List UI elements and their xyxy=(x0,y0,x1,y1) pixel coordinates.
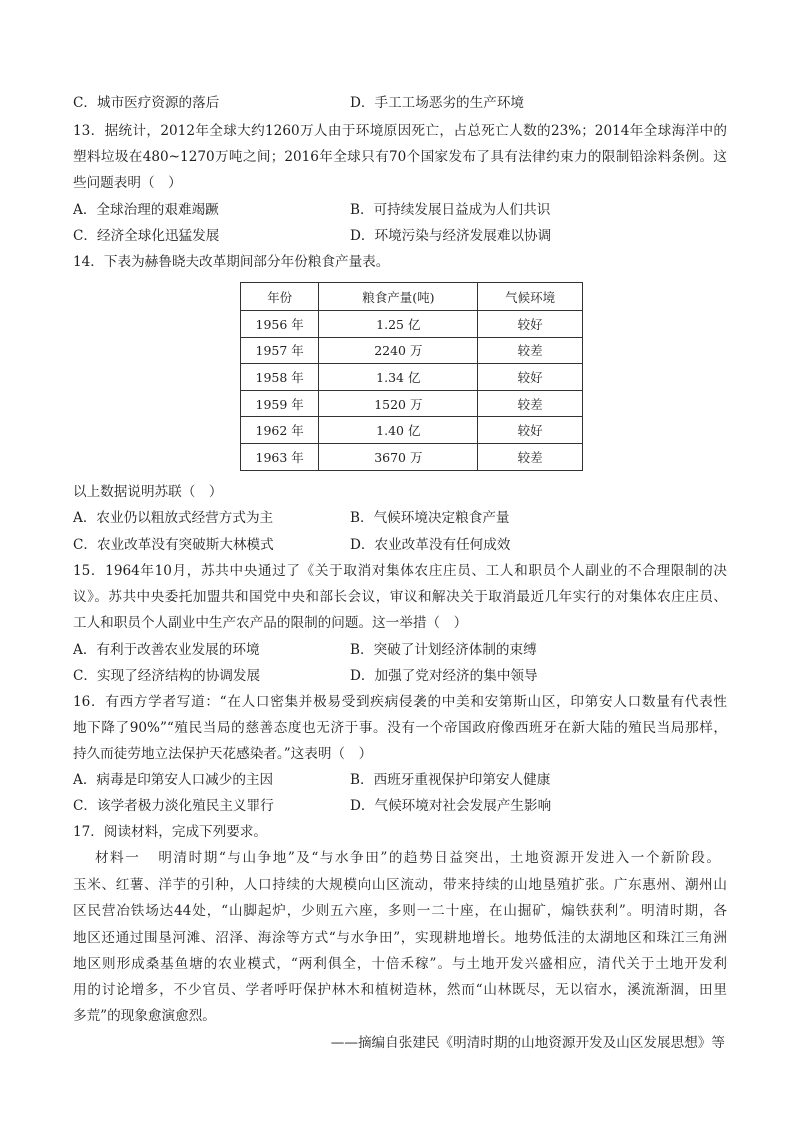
q13-stem-line-2: 塑料垃圾在480~1270万吨之间；2016年全球只有70个国家发布了具有法律约束力的限制铅涂料条例。这 xyxy=(73,149,727,165)
table-cell-output: 1520 万 xyxy=(319,390,478,417)
material-1-line-2: 玉米、红薯、洋芋的引种，人口持续的大规模向山区流动，带来持续的山地垦殖扩张。广东惠州、潮州山 xyxy=(73,877,727,893)
q15-option-d: D．加强了党对经济的集中领导 xyxy=(350,668,538,684)
table-cell-climate: 较好 xyxy=(478,364,583,391)
table-row xyxy=(241,337,583,364)
q13-option-c: C．经济全球化迅猛发展 xyxy=(73,228,220,244)
table-header-year: 年份 xyxy=(241,283,319,311)
table-cell-year: 1958 年 xyxy=(241,364,319,391)
table-cell-climate: 较好 xyxy=(478,417,583,444)
q16-option-d: D．气候环境对社会发展产生影响 xyxy=(350,798,552,814)
q16-option-c: C．该学者极力淡化殖民主义罪行 xyxy=(73,798,274,814)
q13-option-d: D．环境污染与经济发展难以协调 xyxy=(350,228,552,244)
q15-option-a: A．有利于改善农业发展的环境 xyxy=(73,642,260,658)
table-cell-year: 1957 年 xyxy=(241,337,319,364)
grain-output-table xyxy=(240,282,583,471)
table-cell-output: 1.34 亿 xyxy=(319,364,478,391)
material-1-line-1 xyxy=(95,848,720,868)
table-row xyxy=(241,443,583,470)
table-cell-climate: 较差 xyxy=(478,337,583,364)
q14-question: 以上数据说明苏联（ ） xyxy=(73,484,223,500)
q14-option-d: D．农业改革没有任何成效 xyxy=(350,537,511,553)
material-1-line-4: 地区还通过围垦河滩、沼泽、海涂等方式“与水争田”，实现耕地增长。地势低洼的太湖地区和珠江三角洲 xyxy=(73,930,727,946)
q14-option-c: C．农业改革没有突破斯大林模式 xyxy=(73,537,274,553)
table-cell-year: 1959 年 xyxy=(241,390,319,417)
table-cell-output: 1.40 亿 xyxy=(319,417,478,444)
material-1-line-7: 多荒”的现象愈演愈烈。 xyxy=(73,1008,216,1024)
table-cell-climate: 较差 xyxy=(478,390,583,417)
material-1-line-3: 区民营冶铁场达44处，“山脚起炉，少则五六座，多则一二十座，在山掘矿，煽铁获利”。明清时期，各 xyxy=(73,903,727,919)
q13-option-a: A．全球治理的艰难竭蹶 xyxy=(73,202,219,218)
q15-stem-line-2: 议》。苏共中央委托加盟共和国党中央和部长会议，审议和解决关于取消最近几年实行的对集体农庄庄员、 xyxy=(73,589,727,605)
q12-option-d: D．手工工场恶劣的生产环境 xyxy=(350,95,525,111)
material-1-source: ——摘编自张建民《明清时期的山地资源开发及山区发展思想》等 xyxy=(330,1035,725,1051)
q12-option-c: C．城市医疗资源的落后 xyxy=(73,95,220,111)
q15-option-c: C．实现了经济结构的协调发展 xyxy=(73,668,261,684)
q17-stem: 17．阅读材料，完成下列要求。 xyxy=(73,824,268,840)
table-header-row xyxy=(241,283,583,311)
table-cell-year: 1963 年 xyxy=(241,443,319,470)
q14-stem: 14．下表为赫鲁晓夫改革期间部分年份粮食产量表。 xyxy=(73,254,390,270)
material-1-label: 材料一 xyxy=(95,850,141,866)
q13-stem-line-3: 些问题表明（ ） xyxy=(73,175,182,191)
q15-stem-line-3: 工人和职员个人副业中生产农产品的限制的问题。这一举措（ ） xyxy=(73,615,468,631)
table-cell-output: 2240 万 xyxy=(319,337,478,364)
q16-option-b: B．西班牙重视保护印第安人健康 xyxy=(350,772,551,788)
q15-option-b: B．突破了计划经济体制的束缚 xyxy=(350,642,537,658)
q13-stem-line-1: 13．据统计，2012年全球大约1260万人由于环境原因死亡，占总死亡人数的23%；2014年全球海洋中的 xyxy=(73,123,727,139)
table-cell-output: 3670 万 xyxy=(319,443,478,470)
q15-stem-line-1: 15．1964年10月，苏共中央通过了《关于取消对集体农庄庄员、工人和职员个人副业的不合理限制的决 xyxy=(73,563,727,579)
q14-option-b: B．气候环境决定粮食产量 xyxy=(350,510,510,526)
table-cell-year: 1956 年 xyxy=(241,311,319,338)
q16-stem-line-3: 持久而徒劳地立法保护天花感染者。”这表明（ ） xyxy=(73,746,373,762)
table-cell-climate: 较差 xyxy=(478,443,583,470)
material-1-line-5: 地区则形成桑基鱼塘的农业模式，“两利俱全，十倍禾稼”。与土地开发兴盛相应，清代关于土地开发利 xyxy=(73,956,727,972)
q16-option-a: A．病毒是印第安人口减少的主因 xyxy=(73,772,274,788)
table-row xyxy=(241,390,583,417)
table-header-climate: 气候环境 xyxy=(478,283,583,311)
q13-option-b: B．可持续发展日益成为人们共识 xyxy=(350,202,551,218)
table-header-output: 粮食产量(吨) xyxy=(319,283,478,311)
table-row xyxy=(241,364,583,391)
table-cell-output: 1.25 亿 xyxy=(319,311,478,338)
table-row xyxy=(241,417,583,444)
table-row xyxy=(241,311,583,338)
table-cell-year: 1962 年 xyxy=(241,417,319,444)
material-1-text: 明清时期“与山争地”及“与水争田”的趋势日益突出，土地资源开发进入一个新阶段。 xyxy=(158,850,721,866)
table-cell-climate: 较好 xyxy=(478,311,583,338)
q14-option-a: A．农业仍以粗放式经营方式为主 xyxy=(73,510,274,526)
q16-stem-line-2: 地下降了90%”“殖民当局的慈善态度也无济于事。没有一个帝国政府像西班牙在新大陆的殖民当局那样， xyxy=(73,720,727,736)
q16-stem-line-1: 16．有西方学者写道：“在人口密集并极易受到疾病侵袭的中美和安第斯山区，印第安人口数量有代表性 xyxy=(73,694,727,710)
material-1-line-6: 用的讨论增多，不少官员、学者呼吁保护林木和植树造林，然而“山林既尽，无以宿水，溪流渐涸，田里 xyxy=(73,982,727,998)
